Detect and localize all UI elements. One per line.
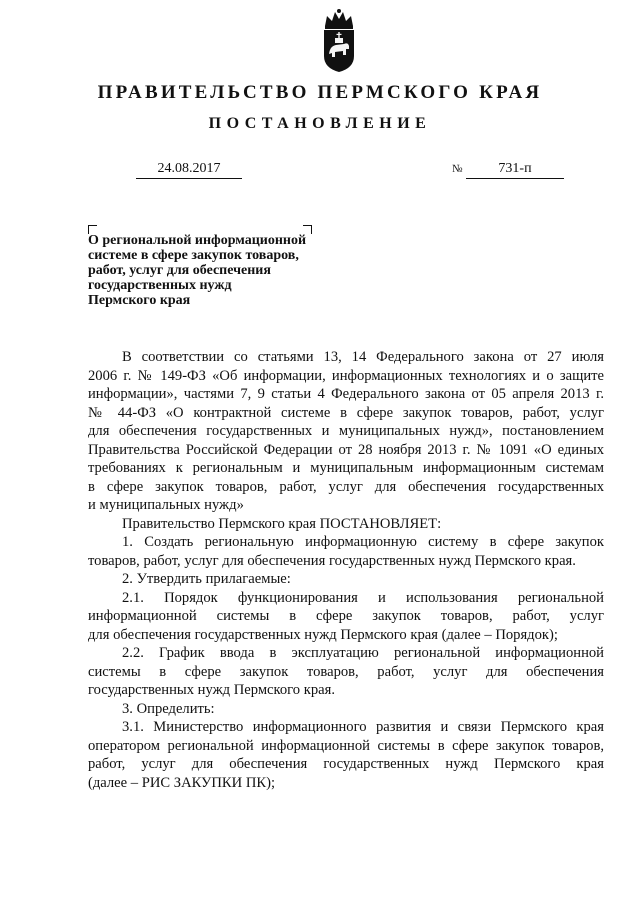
body-line: В соответствии со статьями 13, 14 Федерального закона от 27 июля	[122, 349, 604, 365]
body-line: товаров, работ, услуг для обеспечения государственных нужд Пермского края.	[88, 552, 576, 569]
body-line: информационной системы в сфере закупок товаров, работ, услуг	[88, 608, 604, 624]
body-line: и муниципальных нужд»	[88, 497, 244, 513]
subject-line: О региональной информационной	[88, 233, 307, 248]
body-line: 1. Создать региональную информационную систему в сфере закупок	[122, 534, 604, 550]
government-title: ПРАВИТЕЛЬСТВО ПЕРМСКОГО КРАЯ	[97, 82, 543, 103]
body-line: требованиях к региональным и муниципальным информационным системам	[88, 460, 604, 476]
document-number: 731-п	[466, 160, 564, 179]
body-line: государственных нужд Пермского края.	[88, 682, 335, 698]
subject-line: работ, услуг для обеспечения	[88, 263, 271, 278]
body-line: в сфере закупок товаров, работ, услуг для обеспечения государственных	[88, 478, 604, 495]
number-sign: №	[452, 163, 463, 175]
body-line: для обеспечения государственных нужд Пермского края (далее – Порядок);	[88, 626, 558, 643]
subject-line: системе в сфере закупок товаров,	[88, 248, 299, 263]
document-date: 24.08.2017	[136, 160, 242, 179]
body-line: Правительство Пермского края ПОСТАНОВЛЯЕТ:	[122, 515, 442, 532]
document-body	[88, 348, 604, 792]
subject-line: государственных нужд	[88, 278, 232, 293]
subject-line: Пермского края	[88, 293, 191, 308]
document-subject	[88, 233, 338, 308]
body-line: 2.2. График ввода в эксплуатацию региональной информационной	[122, 645, 604, 661]
document-type: ПОСТАНОВЛЕНИЕ	[208, 115, 432, 132]
body-line: 3.1. Министерство информационного развития и связи Пермского края	[122, 719, 604, 735]
body-line: 2006 г. № 149-ФЗ «Об информации, информационных технологиях и о защите	[88, 367, 604, 384]
body-line: (далее – РИС ЗАКУПКИ ПК);	[88, 774, 276, 791]
body-line: оператором региональной информационной системы в сфере закупок товаров,	[88, 737, 604, 754]
body-line: 3. Определить:	[122, 700, 215, 717]
body-line: № 44-ФЗ «О контрактной системе в сфере закупок товаров, работ, услуг	[88, 404, 604, 421]
body-line: 2. Утвердить прилагаемые:	[122, 571, 291, 587]
body-line: информации», частями 7, 9 статьи 4 Федерального закона от 05 апреля 2013 г.	[88, 386, 604, 402]
body-line: работ, услуг для обеспечения государственных нужд Пермского края	[88, 756, 604, 772]
body-line: Правительства Российской Федерации от 28 ноября 2013 г. № 1091 «О единых	[88, 441, 604, 458]
body-line: системы в сфере закупок товаров, работ, услуг для обеспечения	[88, 663, 604, 680]
body-line: для обеспечения государственных и муниципальных нужд», постановлением	[88, 423, 604, 439]
body-line: 2.1. Порядок функционирования и использования региональной	[122, 589, 604, 606]
coat-of-arms-icon	[316, 8, 362, 74]
